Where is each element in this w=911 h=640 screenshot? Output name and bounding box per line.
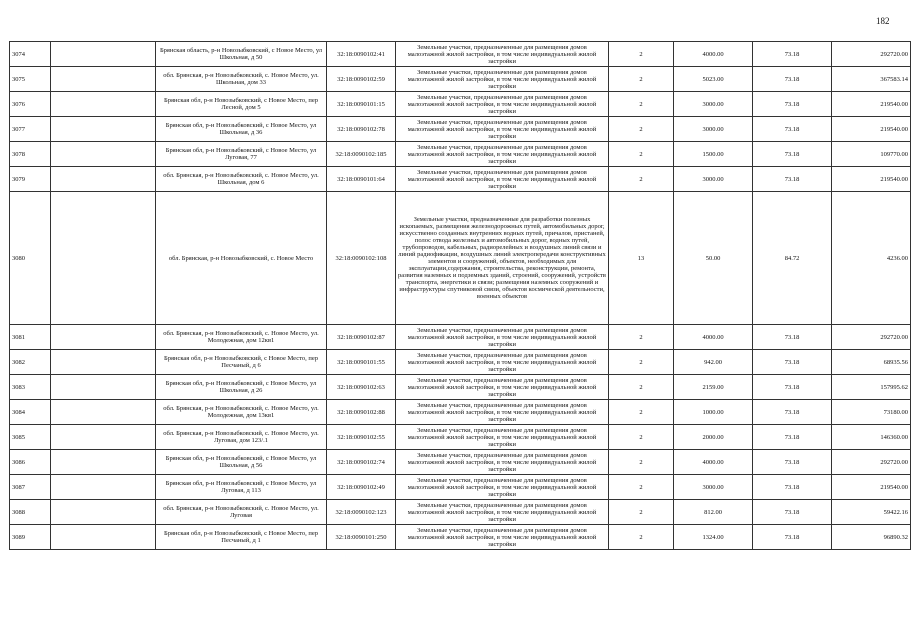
row-number-cell: 3086 xyxy=(10,450,51,475)
category-code-cell: 2 xyxy=(609,375,674,400)
row-number-cell: 3080 xyxy=(10,192,51,325)
area-cell: 4000.00 xyxy=(674,42,753,67)
specific-value-cell: 73.18 xyxy=(753,525,832,550)
cadastral-value-cell: 59422.16 xyxy=(832,500,911,525)
cadastral-value-cell: 367583.14 xyxy=(832,67,911,92)
page-number: 182 xyxy=(876,16,890,26)
cadastral-number-cell: 32:18:0090102:41 xyxy=(327,42,396,67)
cadastral-value-cell: 68935.56 xyxy=(832,350,911,375)
row-number-cell: 3088 xyxy=(10,500,51,525)
table-row xyxy=(10,192,911,325)
permitted-use-cell: Земельные участки, предназначенные для размещения домов малоэтажной жилой застройки, в том числе индивидуальной жилой застройки xyxy=(396,325,609,350)
cadastral-number-cell: 32:18:0090102:55 xyxy=(327,425,396,450)
cadastral-value-cell: 219540.00 xyxy=(832,475,911,500)
blank-cell xyxy=(51,375,156,400)
address-cell: Брянская область, р-н Новозыбковский, с Новое Место, ул Школьная, д 50 xyxy=(156,42,327,67)
address-cell: обл. Брянская, р-н Новозыбковский, с. Новое Место, ул. Молодежная, дом 12кв1 xyxy=(156,325,327,350)
area-cell: 1324.00 xyxy=(674,525,753,550)
category-code-cell: 13 xyxy=(609,192,674,325)
specific-value-cell: 73.18 xyxy=(753,142,832,167)
specific-value-cell: 73.18 xyxy=(753,92,832,117)
specific-value-cell: 73.18 xyxy=(753,67,832,92)
row-number-cell: 3079 xyxy=(10,167,51,192)
row-number-cell: 3077 xyxy=(10,117,51,142)
area-cell: 942.00 xyxy=(674,350,753,375)
cadastral-value-cell: 4236.00 xyxy=(832,192,911,325)
specific-value-cell: 73.18 xyxy=(753,450,832,475)
permitted-use-cell: Земельные участки, предназначенные для размещения домов малоэтажной жилой застройки, в том числе индивидуальной жилой застройки xyxy=(396,425,609,450)
category-code-cell: 2 xyxy=(609,325,674,350)
specific-value-cell: 73.18 xyxy=(753,475,832,500)
cadastral-value-cell: 292720.00 xyxy=(832,450,911,475)
row-number-cell: 3078 xyxy=(10,142,51,167)
table-row xyxy=(10,42,911,67)
cadastral-number-cell: 32:18:0090102:78 xyxy=(327,117,396,142)
permitted-use-cell: Земельные участки, предназначенные для размещения домов малоэтажной жилой застройки, в том числе индивидуальной жилой застройки xyxy=(396,475,609,500)
cadastral-number-cell: 32:18:0090101:15 xyxy=(327,92,396,117)
permitted-use-cell: Земельные участки, предназначенные для размещения домов малоэтажной жилой застройки, в том числе индивидуальной жилой застройки xyxy=(396,167,609,192)
cadastral-value-cell: 146360.00 xyxy=(832,425,911,450)
area-cell: 5023.00 xyxy=(674,67,753,92)
blank-cell xyxy=(51,142,156,167)
table-body xyxy=(10,42,911,550)
blank-cell xyxy=(51,325,156,350)
cadastral-value-cell: 96890.32 xyxy=(832,525,911,550)
permitted-use-cell: Земельные участки, предназначенные для размещения домов малоэтажной жилой застройки, в том числе индивидуальной жилой застройки xyxy=(396,400,609,425)
blank-cell xyxy=(51,525,156,550)
area-cell: 4000.00 xyxy=(674,325,753,350)
category-code-cell: 2 xyxy=(609,525,674,550)
address-cell: Брянская обл, р-н Новозыбковский, с Новое Место, пер Песчаный, д 6 xyxy=(156,350,327,375)
specific-value-cell: 73.18 xyxy=(753,400,832,425)
specific-value-cell: 73.18 xyxy=(753,350,832,375)
table-row xyxy=(10,117,911,142)
cadastral-value-cell: 219540.00 xyxy=(832,92,911,117)
area-cell: 2159.00 xyxy=(674,375,753,400)
cadastral-number-cell: 32:18:0090102:63 xyxy=(327,375,396,400)
permitted-use-cell: Земельные участки, предназначенные для размещения домов малоэтажной жилой застройки, в том числе индивидуальной жилой застройки xyxy=(396,350,609,375)
address-cell: обл. Брянская, р-н Новозыбковский, с. Новое Место, ул. Школьная, дом 33 xyxy=(156,67,327,92)
row-number-cell: 3075 xyxy=(10,67,51,92)
area-cell: 1000.00 xyxy=(674,400,753,425)
blank-cell xyxy=(51,350,156,375)
permitted-use-cell: Земельные участки, предназначенные для размещения домов малоэтажной жилой застройки, в том числе индивидуальной жилой застройки xyxy=(396,92,609,117)
area-cell: 4000.00 xyxy=(674,450,753,475)
area-cell: 3000.00 xyxy=(674,92,753,117)
area-cell: 3000.00 xyxy=(674,475,753,500)
specific-value-cell: 73.18 xyxy=(753,117,832,142)
area-cell: 2000.00 xyxy=(674,425,753,450)
blank-cell xyxy=(51,167,156,192)
blank-cell xyxy=(51,42,156,67)
category-code-cell: 2 xyxy=(609,500,674,525)
table-row xyxy=(10,475,911,500)
category-code-cell: 2 xyxy=(609,450,674,475)
area-cell: 50.00 xyxy=(674,192,753,325)
cadastral-number-cell: 32:18:0090102:88 xyxy=(327,400,396,425)
cadastral-number-cell: 32:18:0090102:87 xyxy=(327,325,396,350)
row-number-cell: 3084 xyxy=(10,400,51,425)
area-cell: 812.00 xyxy=(674,500,753,525)
table-row xyxy=(10,400,911,425)
category-code-cell: 2 xyxy=(609,92,674,117)
table-row xyxy=(10,375,911,400)
table-row xyxy=(10,350,911,375)
category-code-cell: 2 xyxy=(609,400,674,425)
address-cell: Брянская обл, р-н Новозыбковский, с Новое Место, ул Луговая, 77 xyxy=(156,142,327,167)
row-number-cell: 3083 xyxy=(10,375,51,400)
address-cell: Брянская обл, р-н Новозыбковский, с Новое Место, ул Школьная, д 56 xyxy=(156,450,327,475)
area-cell: 3000.00 xyxy=(674,167,753,192)
address-cell: Брянская обл, р-н Новозыбковский, с Новое Место, пер Песчаный, д 1 xyxy=(156,525,327,550)
row-number-cell: 3089 xyxy=(10,525,51,550)
specific-value-cell: 84.72 xyxy=(753,192,832,325)
address-cell: Брянская обл, р-н Новозыбковский, с Новое Место, ул Школьная, д 36 xyxy=(156,117,327,142)
row-number-cell: 3074 xyxy=(10,42,51,67)
blank-cell xyxy=(51,475,156,500)
specific-value-cell: 73.18 xyxy=(753,325,832,350)
address-cell: обл. Брянская, р-н Новозыбковский, с. Новое Место, ул. Луговая, дом 123/.1 xyxy=(156,425,327,450)
cadastral-number-cell: 32:18:0090102:49 xyxy=(327,475,396,500)
category-code-cell: 2 xyxy=(609,142,674,167)
cadastral-number-cell: 32:18:0090101:64 xyxy=(327,167,396,192)
category-code-cell: 2 xyxy=(609,475,674,500)
category-code-cell: 2 xyxy=(609,350,674,375)
specific-value-cell: 73.18 xyxy=(753,425,832,450)
address-cell: обл. Брянская, р-н Новозыбковский, с. Новое Место, ул. Школьная, дом 6 xyxy=(156,167,327,192)
category-code-cell: 2 xyxy=(609,425,674,450)
specific-value-cell: 73.18 xyxy=(753,167,832,192)
address-cell: обл. Брянская, р-н Новозыбковский, с. Новое Место, ул. Молодежная, дом 13кв1 xyxy=(156,400,327,425)
table-row xyxy=(10,325,911,350)
permitted-use-cell: Земельные участки, предназначенные для размещения домов малоэтажной жилой застройки, в том числе индивидуальной жилой застройки xyxy=(396,117,609,142)
table-row xyxy=(10,425,911,450)
cadastral-number-cell: 32:18:0090102:108 xyxy=(327,192,396,325)
table-row xyxy=(10,142,911,167)
table-row xyxy=(10,450,911,475)
blank-cell xyxy=(51,450,156,475)
cadastral-number-cell: 32:18:0090102:59 xyxy=(327,67,396,92)
permitted-use-cell: Земельные участки, предназначенные для размещения домов малоэтажной жилой застройки, в том числе индивидуальной жилой застройки xyxy=(396,142,609,167)
cadastral-value-cell: 109770.00 xyxy=(832,142,911,167)
address-cell: обл. Брянская, р-н Новозыбковский, с. Новое Место xyxy=(156,192,327,325)
permitted-use-cell: Земельные участки, предназначенные для размещения домов малоэтажной жилой застройки, в том числе индивидуальной жилой застройки xyxy=(396,450,609,475)
row-number-cell: 3085 xyxy=(10,425,51,450)
specific-value-cell: 73.18 xyxy=(753,500,832,525)
address-cell: Брянская обл, р-н Новозыбковский, с Новое Место, пер Лесной, дом 5 xyxy=(156,92,327,117)
row-number-cell: 3082 xyxy=(10,350,51,375)
category-code-cell: 2 xyxy=(609,167,674,192)
row-number-cell: 3081 xyxy=(10,325,51,350)
blank-cell xyxy=(51,117,156,142)
address-cell: обл. Брянская, р-н Новозыбковский, с. Новое Место, ул. Луговая xyxy=(156,500,327,525)
permitted-use-cell: Земельные участки, предназначенные для разработки полезных ископаемых, размещения железнодорожных путей, автомобильных дорог, искусственно созданных внутренних водных путей, причалов, пристаней, полос отвода железных и автомобильных дорог, водных путей, трубопроводов, кабельных, радиорелейных и воздушных линий связи и линий радиофикации, воздушных линий электропередачи конструктивных элементов и сооружений, объектов, необходимых для эксплуатации,содержания, строительства, реконструкции, ремонта, развития наземных и подземных зданий, строений, сооружений, устройств транспорта, энергетики и связи; размещения наземных сооружений и инфраструктуры спутниковой связи, объектов космической деятельности, военных объектов xyxy=(396,192,609,325)
area-cell: 1500.00 xyxy=(674,142,753,167)
cadastral-number-cell: 32:18:0090102:74 xyxy=(327,450,396,475)
blank-cell xyxy=(51,92,156,117)
cadastral-value-cell: 292720.00 xyxy=(832,325,911,350)
blank-cell xyxy=(51,500,156,525)
address-cell: Брянская обл, р-н Новозыбковский, с Новое Место, ул Школьная, д 26 xyxy=(156,375,327,400)
specific-value-cell: 73.18 xyxy=(753,375,832,400)
blank-cell xyxy=(51,192,156,325)
cadastral-value-cell: 73180.00 xyxy=(832,400,911,425)
table-row xyxy=(10,92,911,117)
cadastral-value-cell: 292720.00 xyxy=(832,42,911,67)
cadastral-number-cell: 32:18:0090101:55 xyxy=(327,350,396,375)
table-row xyxy=(10,525,911,550)
permitted-use-cell: Земельные участки, предназначенные для размещения домов малоэтажной жилой застройки, в том числе индивидуальной жилой застройки xyxy=(396,375,609,400)
category-code-cell: 2 xyxy=(609,117,674,142)
blank-cell xyxy=(51,425,156,450)
cadastral-number-cell: 32:18:0090102:185 xyxy=(327,142,396,167)
table-row xyxy=(10,167,911,192)
permitted-use-cell: Земельные участки, предназначенные для размещения домов малоэтажной жилой застройки, в том числе индивидуальной жилой застройки xyxy=(396,500,609,525)
row-number-cell: 3076 xyxy=(10,92,51,117)
cadastral-value-cell: 157995.62 xyxy=(832,375,911,400)
address-cell: Брянская обл, р-н Новозыбковский, с Новое Место, ул Луговая, д 113 xyxy=(156,475,327,500)
blank-cell xyxy=(51,400,156,425)
table-row xyxy=(10,67,911,92)
cadastral-value-cell: 219540.00 xyxy=(832,117,911,142)
table-row xyxy=(10,500,911,525)
specific-value-cell: 73.18 xyxy=(753,42,832,67)
category-code-cell: 2 xyxy=(609,42,674,67)
cadastral-number-cell: 32:18:0090101:250 xyxy=(327,525,396,550)
blank-cell xyxy=(51,67,156,92)
permitted-use-cell: Земельные участки, предназначенные для размещения домов малоэтажной жилой застройки, в том числе индивидуальной жилой застройки xyxy=(396,67,609,92)
cadastral-value-cell: 219540.00 xyxy=(832,167,911,192)
cadastral-value-table xyxy=(9,41,911,550)
area-cell: 3000.00 xyxy=(674,117,753,142)
permitted-use-cell: Земельные участки, предназначенные для размещения домов малоэтажной жилой застройки, в том числе индивидуальной жилой застройки xyxy=(396,42,609,67)
cadastral-number-cell: 32:18:0090102:123 xyxy=(327,500,396,525)
row-number-cell: 3087 xyxy=(10,475,51,500)
category-code-cell: 2 xyxy=(609,67,674,92)
permitted-use-cell: Земельные участки, предназначенные для размещения домов малоэтажной жилой застройки, в том числе индивидуальной жилой застройки xyxy=(396,525,609,550)
